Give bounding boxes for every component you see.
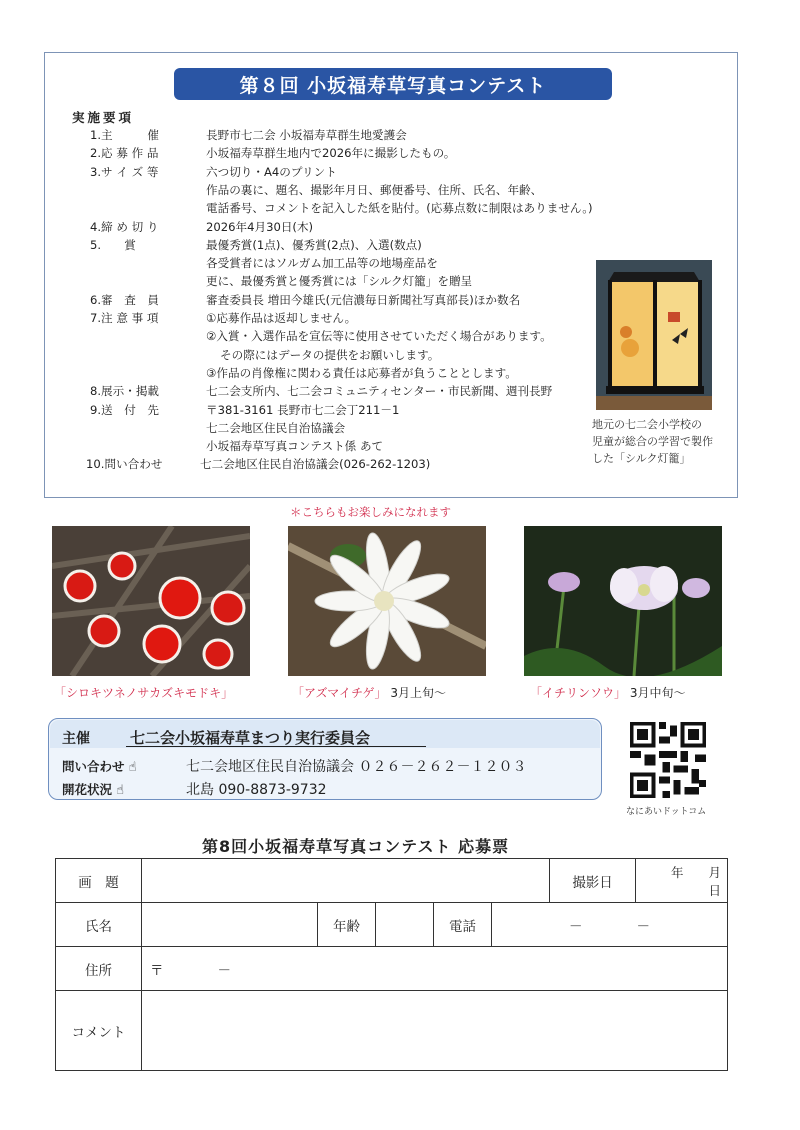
guideline-value: 各受賞者にはソルガム加工品等の地場産品を	[206, 256, 438, 271]
comment-label: コメント	[56, 991, 142, 1071]
contact-label: 問い合わせ	[62, 759, 125, 774]
guideline-label: 1.主 催	[90, 128, 160, 142]
title-field[interactable]	[142, 859, 550, 903]
flower-season: 3月中旬～	[629, 686, 686, 700]
lantern-caption	[592, 416, 732, 467]
phone-label: 電話	[434, 903, 492, 947]
phone-field[interactable]: － －	[492, 903, 728, 947]
flower-caption	[292, 684, 446, 701]
guideline-value: 2026年4月30日(木)	[206, 219, 314, 234]
organizer-name: 七二会小坂福寿草まつり実行委員会	[130, 729, 371, 747]
age-field[interactable]	[376, 903, 434, 947]
comment-field[interactable]	[142, 991, 728, 1071]
guideline-value: ②入賞・入選作品を宣伝等に使用させていただく場合があります。	[206, 329, 552, 344]
guideline-value: その際にはデータの提供をお願いします。	[220, 347, 440, 362]
guideline-value: ③作品の肖像権に関わる責任は応募者が負うこととします。	[206, 365, 517, 380]
guideline-label: 2.応 募 作 品	[90, 146, 159, 161]
contest-title: 第８回 小坂福寿草写真コンテスト	[174, 68, 612, 100]
flower-season: 3月上旬～	[390, 686, 447, 700]
lantern-caption-line: した「シルク灯籠」	[592, 452, 691, 465]
bloom-row	[62, 780, 124, 798]
guideline-label: 6.審 査 員	[90, 292, 160, 307]
flower-name: 「シロキツネノサカズキモドキ」	[54, 686, 234, 700]
age-label: 年齢	[318, 903, 376, 947]
ichirinso-photo	[524, 526, 722, 676]
guideline-value: 電話番号、コメントを記入した紙を貼付。(応募点数に制限はありません。)	[206, 201, 593, 216]
lantern-caption-line: 地元の七二会小学校の	[592, 418, 702, 431]
flower-caption	[54, 684, 233, 701]
organizer-label: 主催	[62, 731, 90, 747]
guideline-value: 更に、最優秀賞と優秀賞には「シルク灯籠」を贈呈	[206, 274, 473, 289]
pointing-hand-icon: ☝	[116, 783, 125, 798]
bloom-label: 開花状況	[62, 782, 113, 797]
guideline-value: 最優秀賞(1点)、優秀賞(2点)、入選(数点)	[206, 237, 422, 252]
guideline-value: 審査委員長 増田今雄氏(元信濃毎日新聞社写真部長)ほか数名	[206, 292, 521, 307]
guideline-value: 小坂福寿草群生地内で2026年に撮影したもの。	[206, 146, 456, 161]
azuma-ichige-photo	[288, 526, 486, 676]
contact-value: 七二会地区住民自治協議会 ０２６－２６２－１２０３	[186, 759, 527, 775]
guideline-value: 七二会地区住民自治協議会	[206, 420, 346, 435]
silk-lantern-photo	[596, 260, 712, 410]
guideline-label: 8.展示・掲載	[90, 384, 160, 399]
guideline-value: 七二会支所内、七二会コミュニティセンター・市民新聞、週刊長野	[206, 384, 553, 399]
guideline-value: 作品の裏に、題名、撮影年月日、郵便番号、住所、氏名、年齢、	[206, 182, 543, 197]
name-label: 氏名	[56, 903, 142, 947]
guideline-value: 長野市七二会 小坂福寿草群生地愛護会	[206, 128, 407, 142]
bloom-value: 北島 090-8873-9732	[186, 782, 327, 798]
guideline-label: 7.注 意 事 項	[90, 311, 159, 325]
entry-form	[55, 858, 747, 1071]
flower-name: 「アズマイチゲ」	[292, 686, 387, 700]
qr-code-icon[interactable]	[630, 722, 706, 798]
lantern-caption-line: 児童が総合の学習で製作	[592, 435, 713, 448]
guideline-value: 〒381-3161 長野市七二会丁211－1	[206, 402, 400, 417]
flower-name: 「イチリンソウ」	[530, 686, 627, 700]
flower-caption	[530, 684, 685, 701]
guideline-label: 4.締 め 切 り	[90, 219, 159, 234]
name-field[interactable]	[142, 903, 318, 947]
scarlet-cup-fungus-photo	[52, 526, 250, 676]
qr-caption: なにあいドットコム	[626, 807, 707, 817]
date-label: 撮影日	[550, 859, 636, 903]
entry-form-title: 第8回小坂福寿草写真コンテスト 応募票	[202, 837, 510, 856]
guideline-value: 七二会地区住民自治協議会(026-262-1203)	[200, 457, 431, 472]
enjoy-note: ＊こちらもお楽しみになれます	[290, 505, 451, 519]
guideline-value: 小坂福寿草写真コンテスト係 あて	[206, 439, 384, 454]
guideline-label: 5. 賞	[90, 237, 136, 252]
address-label: 住所	[56, 947, 142, 991]
guideline-value: 六つ切り・A4のプリント	[206, 164, 337, 179]
address-field[interactable]: 〒 －	[142, 947, 728, 991]
guideline-label: 9.送 付 先	[90, 402, 160, 417]
organizer-underline	[126, 746, 426, 747]
guideline-label: 3.サ イ ズ 等	[90, 164, 159, 179]
section-heading: 実施要項	[72, 110, 135, 125]
pointing-hand-icon: ☝	[128, 760, 137, 775]
guideline-value: ①応募作品は返却しません。	[206, 311, 357, 325]
contact-row	[62, 757, 137, 775]
guideline-label: 10.問い合わせ	[86, 457, 163, 472]
date-field[interactable]: 年 月 日	[636, 859, 728, 903]
title-label: 画 題	[56, 859, 142, 903]
